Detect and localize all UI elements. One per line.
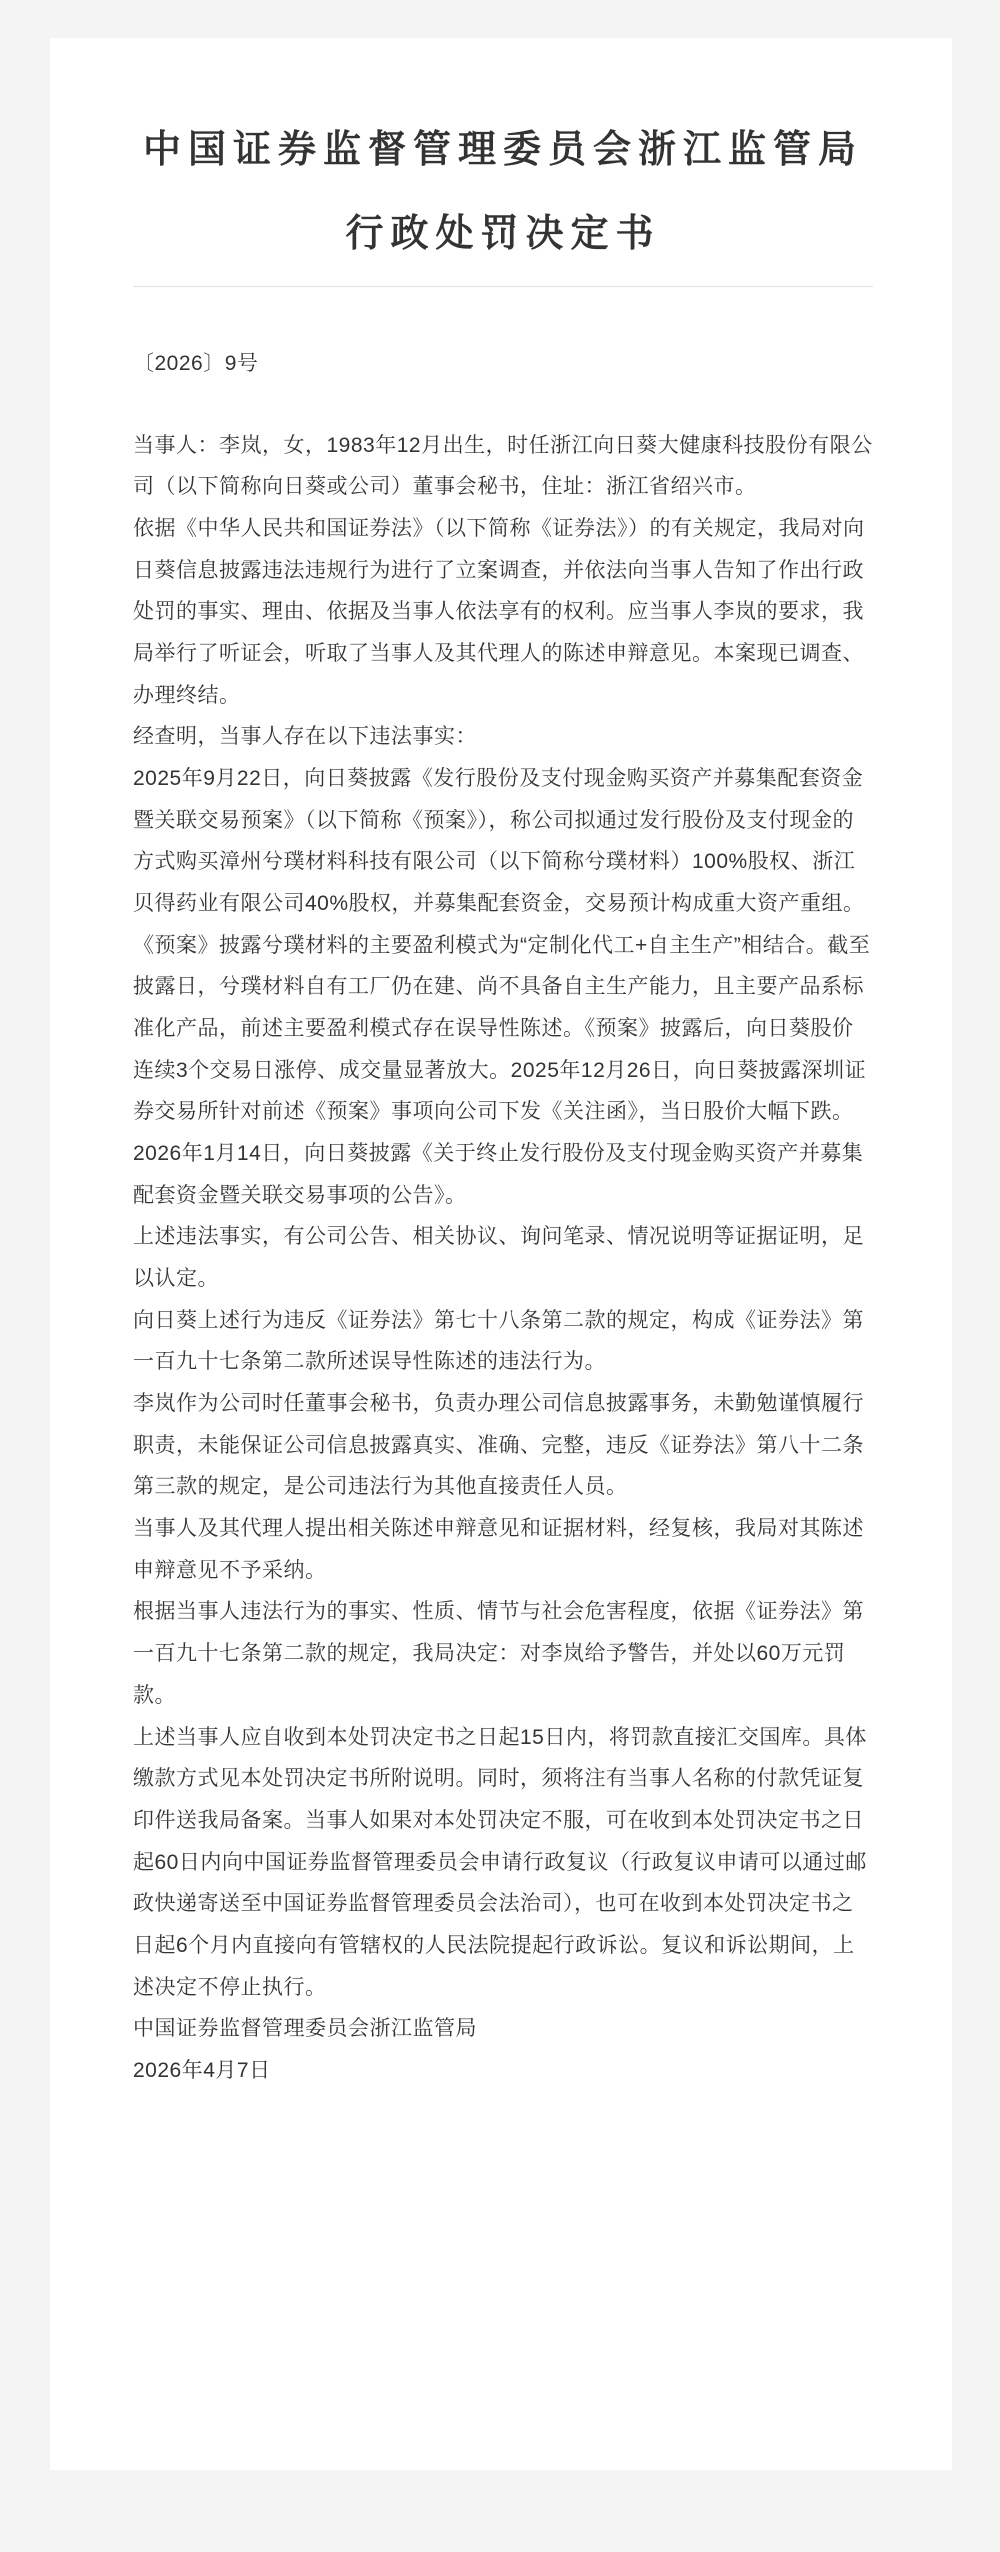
document-body (133, 425, 873, 2009)
issuer-signature: 中国证券监督管理委员会浙江监管局 (133, 2017, 477, 2041)
doc-number: 〔2026〕9号 (133, 352, 259, 375)
document-title-line1: 中国证券监督管理委员会浙江监管局 (142, 129, 863, 171)
paragraph: 李岚作为公司时任董事会秘书，负责办理公司信息披露事务，未勤勉谨慎履行职责，未能保证公司信息披露真实、准确、完整，违反《证券法》第八十二条第三款的规定，是公司违法行为其他直接责任人员。 (133, 1392, 864, 1499)
paragraph: 向日葵上述行为违反《证券法》第七十八条第二款的规定，构成《证券法》第一百九十七条第二款所述误导性陈述的违法行为。 (133, 1308, 864, 1374)
page (0, 38, 1000, 2552)
signature-block (133, 2008, 873, 2091)
document-title (133, 108, 873, 276)
paragraph: 当事人及其代理人提出相关陈述申辩意见和证据材料，经复核，我局对其陈述申辩意见不予采纳。 (133, 1517, 864, 1582)
paragraph: 当事人：李岚，女，1983年12月出生，时任浙江向日葵大健康科技股份有限公司（以下简称向日葵或公司）董事会秘书，住址：浙江省绍兴市。 (133, 433, 873, 499)
paragraph: 2025年9月22日，向日葵披露《发行股份及支付现金购买资产并募集配套资金暨关联交易预案》（以下简称《预案》），称公司拟通过发行股份及支付现金的方式购买漳州兮璞材料科技有限公司（以下简称兮璞材料）100%股权、浙江贝得药业有限公司40%股权，并募集配套资金，交易预计构成重大资产重组。《预案》披露兮璞材料的主要盈利模式为“定制化代工+自主生产”相结合。截至披露日，兮璞材料自有工厂仍在建、尚不具备自主生产能力，且主要产品系标准化产品，前述主要盈利模式存在误导性陈述。《预案》披露后，向日葵股价连续3个交易日涨停、成交量显著放大。2025年12月26日，向日葵披露深圳证券交易所针对前述《预案》事项向公司下发《关注函》，当日股价大幅下跌。2026年1月14日，向日葵披露《关于终止发行股份及支付现金购买资产并募集配套资金暨关联交易事项的公告》。 (133, 767, 871, 1207)
paragraph: 经查明，当事人存在以下违法事实： (133, 725, 477, 749)
paragraph: 依据《中华人民共和国证券法》（以下简称《证券法》）的有关规定，我局对向日葵信息披露违法违规行为进行了立案调查，并依法向当事人告知了作出行政处罚的事实、理由、依据及当事人依法享有的权利。应当事人李岚的要求，我局举行了听证会，听取了当事人及其代理人的陈述申辩意见。本案现已调查、办理终结。 (133, 517, 865, 707)
paragraph: 根据当事人违法行为的事实、性质、情节与社会危害程度，依据《证券法》第一百九十七条第二款的规定，我局决定：对李岚给予警告，并处以60万元罚款。 (133, 1600, 864, 1707)
issue-date: 2026年4月7日 (133, 2058, 271, 2082)
document-title-line2: 行政处罚决定书 (345, 213, 661, 255)
paragraph: 上述当事人应自收到本处罚决定书之日起15日内，将罚款直接汇交国库。具体缴款方式见本处罚决定书所附说明。同时，须将注有当事人名称的付款凭证复印件送我局备案。当事人如果对本处罚决定不服，可在收到本处罚决定书之日起60日内向中国证券监督管理委员会申请行政复议（行政复议申请可以通过邮政快递寄送至中国证券监督管理委员会法治司），也可在收到本处罚决定书之日起6个月内直接向有管辖权的人民法院提起行政诉讼。复议和诉讼期间，上述决定不停止执行。 (133, 1725, 867, 1999)
title-divider (133, 286, 873, 287)
document-card (50, 38, 952, 2470)
paragraph: 上述违法事实，有公司公告、相关协议、询问笔录、情况说明等证据证明，足以认定。 (133, 1225, 864, 1291)
